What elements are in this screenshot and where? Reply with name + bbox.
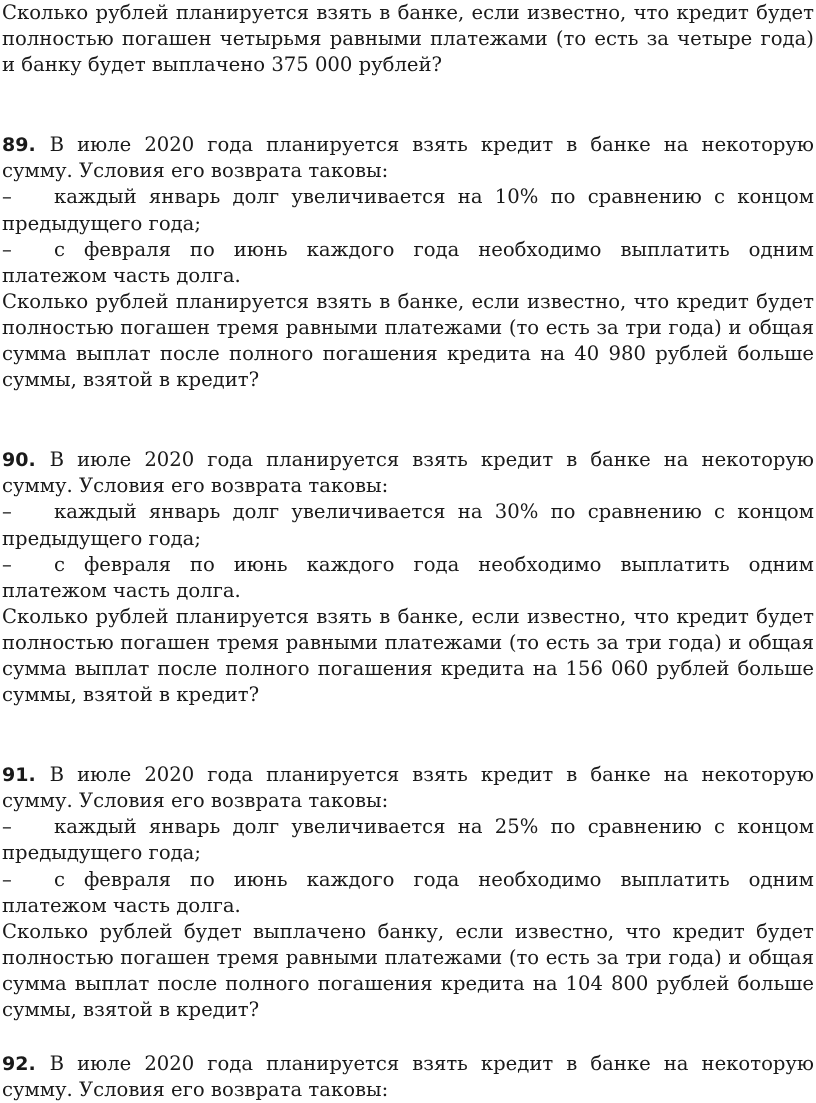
word: увеличивается [291,815,446,839]
word: полностью [2,27,114,51]
condition-text [54,237,814,263]
word: банку, [377,919,445,943]
word: планируется [266,1052,400,1076]
word: и [728,945,742,969]
dash-bullet: – [2,237,12,261]
problem-heading-line [2,132,814,158]
word: будет [756,1,814,24]
word: планируется [175,289,309,313]
word: взять [412,1052,468,1076]
word: на [457,815,483,839]
dash-bullet: – [2,815,12,839]
word: за [596,630,619,654]
word: февраля [83,867,171,891]
text-line: суммы, взятой в кредит? [2,998,260,1021]
word: банке, [397,604,465,628]
word: каждого [306,552,395,576]
word: январь [148,185,221,209]
word: если [455,919,504,943]
word: каждый [54,815,137,839]
word: на [457,500,483,524]
intro-question [2,0,814,78]
word: взять [412,763,468,787]
word: рублей [95,289,169,313]
word: кредит [480,763,554,787]
word: сравнению [587,500,702,524]
condition-line [2,499,814,525]
word: сумма [2,971,67,995]
word: в [566,448,578,472]
word: есть [545,315,590,339]
word: кредита [440,971,525,995]
word: на [663,763,689,787]
word: погашения [322,342,438,366]
word: кредит [480,133,554,157]
word: с [54,867,65,891]
word: года) [668,945,722,969]
word: выплат [75,342,151,366]
word: долг [232,185,280,209]
word: кредит [676,289,749,313]
word: что [633,289,670,313]
word: одним [748,552,814,576]
word: года [413,237,460,261]
condition-line [2,552,814,578]
text-line: платежом часть долга. [2,263,241,287]
text-line: предыдущего года; [2,841,201,865]
word: погашен [121,27,212,51]
text-line: суммы, взятой в кредит? [2,368,260,392]
word: с [714,500,725,524]
word: равными [285,315,378,339]
word: некоторую [701,133,814,157]
word: после [157,971,218,995]
word: есть [594,27,639,51]
word: больше [737,656,814,680]
word: планируется [266,448,400,472]
text-line [2,0,814,26]
word: каждого [306,237,395,261]
word: с [714,815,725,839]
word: что [625,919,662,943]
word: в [566,1052,578,1076]
word: что [633,1,670,24]
word: в [379,289,391,313]
word: июле [77,763,132,787]
spacer [2,708,814,762]
problem-heading-line [2,1051,814,1077]
word: 2020 [144,133,195,157]
word: с [54,237,65,261]
text-line: предыдущего года; [2,211,201,235]
word: (то [508,315,540,339]
word: сумма [2,656,67,680]
word: кредит [676,604,749,628]
word: полного [225,971,310,995]
word: тремя [216,315,280,339]
word: известно, [526,604,627,628]
word: по [550,500,576,524]
text-line: платежом часть долга. [2,893,241,917]
word: есть [545,630,590,654]
word: 2020 [144,763,195,787]
word: по [189,237,215,261]
text-line [2,971,814,997]
text-line: платежом часть долга. [2,578,241,602]
word: общая [748,315,814,339]
word: взять [316,289,372,313]
word: в [379,1,391,24]
dash-bullet: – [2,185,12,209]
word: некоторую [701,448,814,472]
text-line [2,604,814,630]
word: равными [329,27,422,51]
word: выплат [74,656,150,680]
problem-heading-line [2,762,814,788]
word: банке, [397,1,465,24]
word: есть [545,945,590,969]
dash-bullet: – [2,867,12,891]
word: за [596,315,619,339]
word: Сколько [2,604,89,628]
word: известно, [526,289,627,313]
word: и [728,315,742,339]
word: июле [77,448,132,472]
word: концом [737,185,814,209]
word: четырьмя [219,27,322,51]
text-line: суммы, взятой в кредит? [2,683,260,707]
word: (то [508,945,540,969]
word: сумма [2,342,67,366]
word: погашения [317,971,433,995]
word: три [625,945,662,969]
word: платежами [384,945,503,969]
word: погашен [120,945,210,969]
word: полного [229,342,314,366]
word: на [532,971,558,995]
document-page [2,0,814,1103]
word: Сколько [2,289,89,313]
text-line [50,1051,814,1077]
word: 25% [494,815,539,839]
word: три [625,630,662,654]
word: В [49,1052,65,1076]
word: необходимо [478,552,602,576]
word: июнь [233,552,288,576]
text-line [2,919,814,945]
text-line [2,656,814,682]
word: Сколько [2,919,89,943]
word: В [49,133,65,157]
word: долг [232,815,280,839]
word: банке [590,448,651,472]
word: на [663,448,689,472]
word: общая [748,630,814,654]
word: если [471,289,520,313]
word: погашения [317,656,433,680]
word: на [532,656,558,680]
word: взять [316,604,372,628]
word: кредит [480,448,554,472]
word: необходимо [478,237,602,261]
word: В [49,448,65,472]
problem-number: 92. [2,1053,36,1076]
word: июнь [233,237,288,261]
word: одним [748,237,814,261]
word: кредита [446,342,531,366]
word: что [633,604,670,628]
word: погашен [120,630,210,654]
word: июле [77,133,132,157]
text-line: предыдущего года; [2,526,201,550]
word: взять [316,1,372,24]
spacer [2,393,814,447]
word: каждого [306,867,395,891]
word: необходимо [478,867,602,891]
word: будет [756,919,814,943]
text-line [2,945,814,971]
word: общая [748,945,814,969]
condition-text [54,499,814,525]
word: года) [668,630,722,654]
word: будет [756,604,814,628]
word: планируется [175,604,309,628]
problem-91 [2,762,814,1023]
word: выплатить [620,237,730,261]
word: погашен [120,315,210,339]
word: 40 [574,342,600,366]
word: за [596,945,619,969]
problem-number: 91. [2,764,36,787]
text-line: и банку будет выплачено 375 000 рублей? [2,53,443,77]
word: на [540,342,566,366]
text-line [50,762,814,788]
word: платежами [430,27,548,51]
word: концом [737,815,814,839]
problem-89 [2,132,814,393]
word: февраля [83,237,171,261]
text-line [2,26,814,52]
spacer [2,1023,814,1051]
dash-bullet: – [2,500,12,524]
word: Сколько [2,1,89,24]
word: планируется [266,763,400,787]
word: года) [760,27,814,51]
word: кредит [480,1052,554,1076]
problem-heading-line [2,447,814,473]
word: и [728,630,742,654]
text-line [2,630,814,656]
word: тремя [216,630,280,654]
text-line [2,289,814,315]
word: равными [285,945,378,969]
word: тремя [216,945,280,969]
text-line [2,315,814,341]
word: полностью [2,630,114,654]
word: рублей [656,971,730,995]
condition-text [54,814,814,840]
word: с [54,552,65,576]
text-line [2,341,814,367]
word: три [625,315,662,339]
word: кредита [440,656,525,680]
condition-text [54,552,814,578]
word: 10% [494,185,539,209]
word: концом [737,500,814,524]
word: некоторую [701,763,814,787]
word: банке [590,763,651,787]
condition-line [2,184,814,210]
word: одним [748,867,814,891]
word: сравнению [587,815,702,839]
condition-text [54,184,814,210]
word: рублей [99,919,173,943]
text-line [50,447,814,473]
problem-90 [2,447,814,708]
word: рублей [655,342,729,366]
condition-line [2,237,814,263]
text-line: сумму. Условия его возврата таковы: [2,159,389,183]
word: планируется [175,1,309,24]
problem-number: 90. [2,449,36,472]
word: 30% [494,500,539,524]
word: январь [148,815,221,839]
text-line: сумму. Условия его возврата таковы: [2,1078,389,1102]
word: взять [412,133,468,157]
word: кредит [672,919,745,943]
word: выплатить [620,867,730,891]
word: по [189,867,215,891]
word: на [457,185,483,209]
word: полностью [2,945,114,969]
condition-line [2,814,814,840]
word: в [566,133,578,157]
word: выплатить [620,552,730,576]
word: рублей [656,656,730,680]
word: (то [508,630,540,654]
word: больше [737,342,814,366]
word: выплат [74,971,150,995]
word: будет [183,919,242,943]
word: четыре [677,27,753,51]
word: взять [412,448,468,472]
problem-number: 89. [2,134,36,157]
word: в [379,604,391,628]
word: увеличивается [291,500,446,524]
word: 980 [608,342,646,366]
word: будет [756,289,814,313]
condition-line [2,867,814,893]
word: 060 [610,656,649,680]
word: каждый [54,185,137,209]
word: банке, [397,289,465,313]
word: июле [77,1052,132,1076]
word: если [471,1,520,24]
word: банке [590,133,651,157]
word: полностью [2,315,114,339]
word: по [550,185,576,209]
spacer [2,78,814,132]
word: увеличивается [291,185,446,209]
word: на [663,133,689,157]
word: после [159,342,220,366]
word: выплачено [253,919,367,943]
word: по [550,815,576,839]
problem-92 [2,1051,814,1103]
word: В [49,763,65,787]
word: платежами [384,315,503,339]
word: года [413,552,460,576]
word: на [663,1052,689,1076]
condition-text [54,867,814,893]
word: если [471,604,520,628]
text-line: сумму. Условия его возврата таковы: [2,474,389,498]
word: после [157,656,218,680]
word: январь [148,500,221,524]
word: 104 [565,971,603,995]
word: февраля [83,552,171,576]
word: 2020 [144,1052,195,1076]
word: банке [590,1052,651,1076]
word: рублей [95,1,169,24]
word: года [207,133,254,157]
dash-bullet: – [2,552,12,576]
word: известно, [526,1,627,24]
word: 2020 [144,448,195,472]
word: кредит [676,1,749,24]
word: некоторую [701,1052,814,1076]
word: с [714,185,725,209]
word: года [207,1052,254,1076]
word: года [413,867,460,891]
word: планируется [266,133,400,157]
word: (то [555,27,587,51]
word: каждый [54,500,137,524]
word: года) [668,315,722,339]
word: долг [232,500,280,524]
word: года [207,448,254,472]
word: года [207,763,254,787]
word: известно, [514,919,615,943]
text-line: сумму. Условия его возврата таковы: [2,789,389,813]
word: в [566,763,578,787]
word: полного [225,656,310,680]
word: больше [737,971,814,995]
word: июнь [233,867,288,891]
word: за [646,27,669,51]
word: сравнению [587,185,702,209]
word: 800 [610,971,649,995]
word: рублей [95,604,169,628]
word: по [189,552,215,576]
text-line [50,132,814,158]
word: 156 [565,656,603,680]
word: платежами [384,630,503,654]
word: равными [285,630,378,654]
